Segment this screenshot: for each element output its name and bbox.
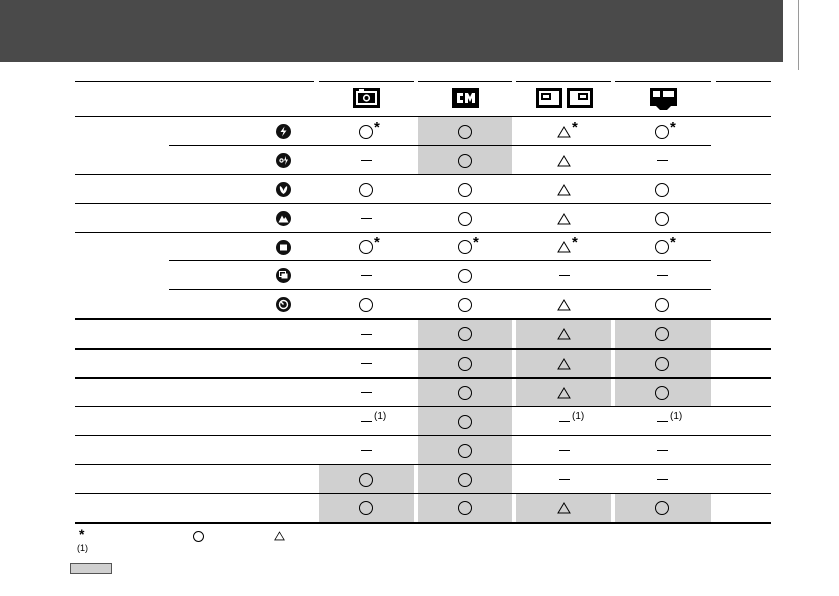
legend-triangle-icon	[272, 529, 286, 543]
unavailable-dash-mark	[357, 267, 375, 285]
unavailable-dash-mark	[357, 355, 375, 373]
self-timer-icon	[276, 297, 291, 312]
asterisk-note: *	[572, 234, 578, 251]
legend-shaded-swatch	[70, 563, 112, 574]
legend-footnote: (1)	[77, 543, 88, 553]
sub-row-rule	[169, 145, 711, 146]
available-circle-mark	[456, 210, 474, 228]
table-bottom-rule	[75, 522, 771, 524]
unavailable-dash-mark	[653, 152, 671, 170]
partial-triangle-mark	[555, 181, 573, 199]
unavailable-dash-mark	[555, 471, 573, 489]
partial-triangle-mark	[555, 384, 573, 402]
available-circle-mark	[456, 384, 474, 402]
rule-gap	[711, 80, 716, 83]
unavailable-dash-mark	[357, 210, 375, 228]
infinity-icon	[276, 211, 291, 226]
asterisk-note: *	[572, 118, 578, 136]
row-rule	[75, 174, 771, 175]
unavailable-dash-mark	[653, 442, 671, 460]
available-circle-mark	[653, 384, 671, 402]
row-rule	[75, 232, 771, 233]
still-camera-icon	[353, 88, 380, 113]
partial-triangle-mark	[555, 355, 573, 373]
partial-triangle-mark	[555, 152, 573, 170]
available-circle-mark	[653, 210, 671, 228]
unavailable-dash-mark	[653, 267, 671, 285]
partial-triangle-mark	[555, 210, 573, 228]
continuous-shot-icon	[276, 268, 291, 283]
partial-triangle-mark	[555, 325, 573, 343]
unavailable-dash-mark	[357, 325, 375, 343]
available-circle-mark	[357, 499, 375, 517]
available-circle-mark	[456, 296, 474, 314]
sub-row-rule	[169, 289, 711, 290]
available-circle-mark	[456, 499, 474, 517]
flash-auto-icon	[276, 124, 291, 139]
available-circle-mark	[653, 499, 671, 517]
asterisk-note: *	[374, 118, 380, 136]
available-circle-mark	[456, 152, 474, 170]
available-circle-mark	[456, 442, 474, 460]
rule-gap	[512, 80, 516, 83]
row-rule	[75, 348, 771, 350]
available-circle-mark	[357, 296, 375, 314]
partial-triangle-mark	[555, 123, 573, 141]
available-circle-mark	[653, 123, 671, 141]
footnote-marker: (1)	[572, 410, 585, 422]
row-rule	[75, 203, 771, 204]
available-circle-mark	[456, 123, 474, 141]
partial-triangle-mark	[555, 238, 573, 256]
row-rule	[75, 464, 771, 465]
unavailable-dash-mark	[653, 413, 671, 431]
movie-camera-icon	[650, 88, 677, 115]
unavailable-dash-mark	[357, 152, 375, 170]
stitch-assist-icon	[536, 88, 594, 113]
available-circle-mark	[456, 471, 474, 489]
available-circle-mark	[357, 471, 375, 489]
row-rule	[75, 435, 771, 436]
rule-gap	[414, 80, 418, 83]
available-circle-mark	[456, 355, 474, 373]
available-circle-mark	[456, 181, 474, 199]
legend-circle-icon	[191, 529, 205, 543]
row-rule	[75, 377, 771, 379]
cm-mode-icon	[452, 88, 479, 113]
sub-row-rule	[169, 260, 711, 261]
legend-asterisk: *	[79, 526, 85, 542]
available-circle-mark	[357, 238, 375, 256]
single-shot-icon	[276, 240, 291, 255]
available-circle-mark	[456, 238, 474, 256]
footnote-marker: (1)	[374, 410, 387, 422]
header-bottom-rule	[75, 116, 771, 117]
table-top-rule	[75, 81, 771, 82]
flash-redeye-icon	[276, 153, 291, 168]
available-circle-mark	[653, 181, 671, 199]
available-circle-mark	[653, 355, 671, 373]
partial-triangle-mark	[555, 296, 573, 314]
partial-triangle-mark	[555, 499, 573, 517]
row-rule	[75, 493, 771, 494]
unavailable-dash-mark	[555, 413, 573, 431]
available-circle-mark	[653, 238, 671, 256]
available-circle-mark	[456, 267, 474, 285]
available-circle-mark	[456, 325, 474, 343]
asterisk-note: *	[670, 234, 676, 251]
asterisk-note: *	[473, 234, 479, 251]
macro-icon	[276, 182, 291, 197]
header-bar	[0, 0, 783, 62]
available-circle-mark	[653, 325, 671, 343]
unavailable-dash-mark	[653, 471, 671, 489]
available-circle-mark	[357, 181, 375, 199]
available-circle-mark	[357, 123, 375, 141]
rule-gap	[314, 80, 319, 83]
unavailable-dash-mark	[357, 413, 375, 431]
row-rule	[75, 406, 771, 407]
available-circle-mark	[653, 296, 671, 314]
footnote-marker: (1)	[670, 410, 683, 422]
asterisk-note: *	[374, 234, 380, 251]
page-edge-line	[798, 0, 799, 70]
unavailable-dash-mark	[357, 384, 375, 402]
row-rule	[75, 318, 771, 320]
unavailable-dash-mark	[555, 267, 573, 285]
available-circle-mark	[456, 413, 474, 431]
asterisk-note: *	[670, 118, 676, 136]
rule-gap	[611, 80, 615, 83]
unavailable-dash-mark	[555, 442, 573, 460]
unavailable-dash-mark	[357, 442, 375, 460]
